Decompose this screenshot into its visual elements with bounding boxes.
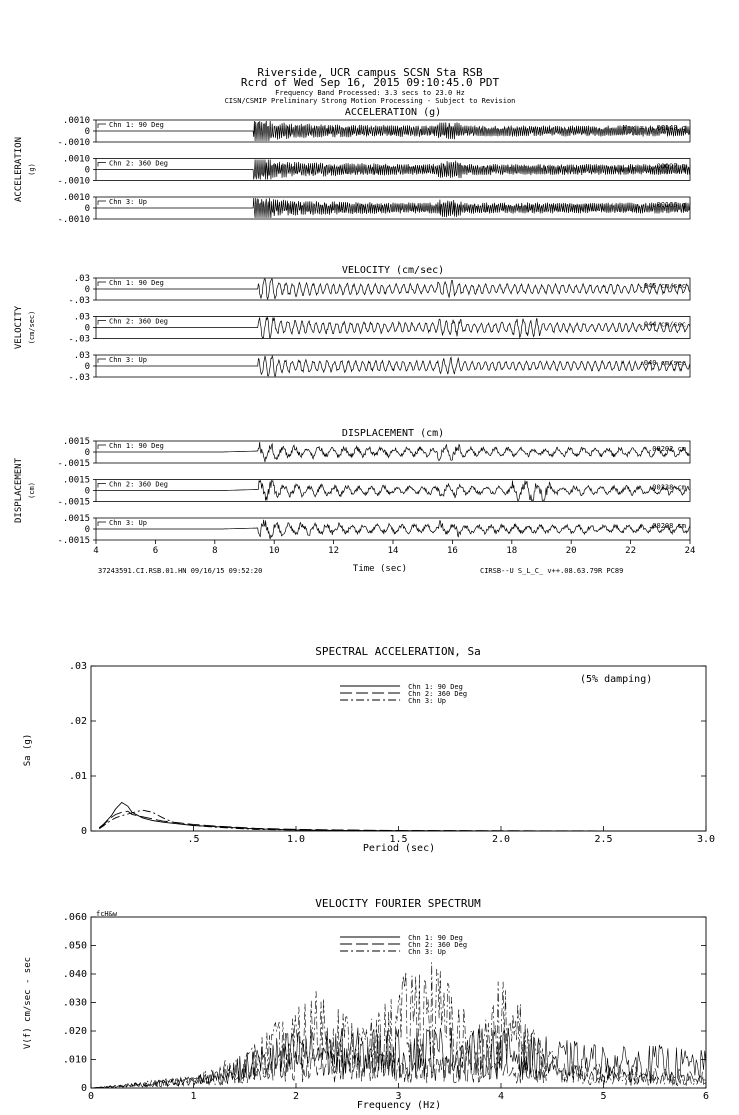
time-x-tick-label: 24 [684,546,696,556]
channel-label: Chn 2: 360 Deg [109,480,169,489]
plot-frame [91,666,706,831]
x-tick-label: 2.5 [594,834,613,845]
x-tick-label: 4 [497,1091,505,1102]
legend-entry: Chn 2: 360 Deg [408,941,468,949]
time-x-tick-label: 10 [268,546,280,556]
peak-value-label: .00202 cm [648,445,686,453]
disp-side-label: DISPLACEMENT [14,457,24,524]
acc-waveform-2 [96,160,690,180]
channel-bracket [98,445,106,449]
channel-bracket [98,359,106,363]
y-tick-label-bottom: -.0015 [57,497,90,508]
header-line4: CISN/CSMIP Preliminary Strong Motion Processing - Subject to Revision [224,97,516,105]
acc-side-label: ACCELERATION [14,136,24,203]
time-x-tick-label: 18 [506,546,518,556]
peak-value-label: .00166 g [652,201,686,209]
channel-label: Chn 2: 360 Deg [109,317,169,326]
processing-version-footer: CIRSB--U S_L_C_ v++.08.63.79R PC89 [480,567,624,575]
y-tick-label-bottom: -.03 [68,334,90,345]
peak-value-label: Max = -.00148 g [622,124,686,132]
y-tick-label-bottom: -.03 [68,296,90,306]
channel-label: Chn 2: 360 Deg [109,159,169,168]
time-x-tick-label: 8 [212,546,218,556]
header-line2: Rcrd of Wed Sep 16, 2015 09:10:45.0 PDT [240,76,500,89]
sa-damping-note: (5% damping) [580,674,653,685]
x-tick-label: 0 [87,1091,95,1102]
series-line-3 [99,810,706,831]
sa-y-axis-label: Sa (g) [23,733,33,767]
y-tick-label-top: .0010 [62,116,90,126]
peak-value-label: .00208 cm [648,522,686,530]
x-tick-label: 2 [292,1091,300,1102]
channel-bracket [98,282,106,286]
fourier-corner-label: fcH&w [96,910,118,918]
x-tick-label: 3 [395,1091,402,1102]
time-x-tick-label: 4 [93,546,99,556]
y-tick-label-top: .0010 [62,154,90,165]
y-tick-label-zero: 0 [84,165,90,176]
legend-entry: Chn 1: 90 Deg [408,683,463,691]
header-line3: Frequency Band Processed: 3.3 secs to 23.0 Hz [275,89,465,97]
channel-bracket [98,522,106,526]
x-tick-label: 1.5 [389,834,408,845]
channel-bracket [98,201,106,205]
acc-unit-label: (g) [28,163,36,176]
x-tick-label: 1 [190,1091,197,1102]
x-tick-label: 2.0 [491,834,511,845]
plot-frame [91,917,706,1088]
time-axis-label: Time (sec) [352,564,408,574]
peak-value-label: .044 cm/sec [639,320,686,329]
y-tick-label-bottom: -.03 [68,373,90,383]
y-tick-label-top: .0015 [62,437,90,447]
y-tick-label: 0 [80,1083,87,1094]
series-line-1 [99,802,706,831]
legend-entry: Chn 1: 90 Deg [408,934,463,942]
y-tick-label-top: .03 [73,351,90,361]
disp-waveform-3 [96,520,690,539]
time-x-tick-label: 20 [565,546,577,556]
disp-title: DISPLACEMENT (cm) [341,428,445,439]
vel-waveform-1 [96,279,690,299]
fourier-y-axis-label: V(f) cm/sec - sec [23,956,33,1050]
channel-bracket [98,124,106,128]
channel-label: Chn 1: 90 Deg [109,442,164,450]
time-x-tick-label: 14 [387,546,399,556]
channel-bracket [98,163,106,167]
y-tick-label: .040 [62,969,87,980]
sa-title: SPECTRAL ACCELERATION, Sa [315,645,481,658]
y-tick-label: .03 [68,661,87,672]
y-tick-label-bottom: -.0010 [57,215,90,225]
time-x-tick-label: 22 [625,546,637,556]
y-tick-label-top: .0010 [62,193,90,203]
y-tick-label-top: .0015 [62,475,90,486]
legend-entry: Chn 3: Up [408,948,447,956]
time-x-tick-label: 12 [328,546,340,556]
y-tick-label: 0 [80,826,87,837]
x-tick-label: 6 [702,1091,710,1102]
y-tick-label: .050 [62,940,87,952]
y-tick-label-zero: 0 [84,127,90,137]
vel-unit-label: (cm/sec) [28,310,36,345]
vel-title: VELOCITY (cm/sec) [341,265,445,276]
acc-waveform-1 [96,121,690,141]
y-tick-label: .01 [68,771,87,782]
y-tick-label-zero: 0 [84,525,90,535]
y-tick-label: .020 [62,1026,87,1037]
peak-value-label: .00238 cm [648,483,686,492]
channel-bracket [98,484,106,488]
series-line-2 [99,811,706,831]
vel-waveform-3 [96,356,690,376]
fourier-plot [63,912,709,1102]
vel-side-label: VELOCITY [14,305,24,350]
channel-label: Chn 3: Up [109,198,147,206]
y-tick-label-zero: 0 [84,285,90,295]
x-tick-label: 3.0 [696,834,716,845]
peak-value-label: .040 cm/sec [639,359,686,367]
y-tick-label-bottom: -.0010 [57,176,90,187]
y-tick-label-zero: 0 [84,448,90,458]
x-tick-label: .5 [187,834,200,845]
channel-bracket [98,321,106,325]
acc-waveform-3 [96,198,690,218]
sa-x-axis-label: Period (sec) [362,843,436,854]
disp-waveform-2 [96,481,690,501]
y-tick-label: .030 [62,997,87,1009]
y-tick-label-bottom: -.0015 [57,459,90,469]
sa-plot [69,661,715,845]
y-tick-label-top: .03 [73,274,90,284]
y-tick-label-bottom: -.0010 [57,138,90,148]
y-tick-label-zero: 0 [84,362,90,372]
channel-label: Chn 1: 90 Deg [109,121,164,129]
header-line1: Riverside, UCR campus SCSN Sta RSB [257,66,483,79]
x-tick-label: 5 [600,1091,607,1102]
y-tick-label-zero: 0 [84,204,90,214]
x-tick-label: 1.0 [286,834,306,845]
y-tick-label: .02 [68,716,87,727]
y-tick-label: .010 [62,1054,87,1066]
fourier-title: VELOCITY FOURIER SPECTRUM [315,897,481,910]
time-x-tick-label: 6 [152,546,159,556]
y-tick-label-zero: 0 [84,486,90,497]
y-tick-label: .060 [62,912,87,923]
time-series-panels [14,107,695,556]
fourier-x-axis-label: Frequency (Hz) [356,1100,442,1111]
disp-unit-label: (cm) [28,482,36,499]
channel-label: Chn 3: Up [109,519,147,527]
y-tick-label-zero: 0 [84,323,90,334]
legend-entry: Chn 2: 360 Deg [408,690,468,698]
acc-title: ACCELERATION (g) [344,107,442,118]
legend-entry: Chn 3: Up [408,697,447,705]
peak-value-label: -.00097 g [648,162,686,171]
channel-label: Chn 3: Up [109,356,147,364]
series-line-2 [91,1049,706,1088]
time-x-tick-label: 16 [446,546,458,556]
series-line-3 [91,962,706,1088]
record-id-footer: 37243591.CI.RSB.01.HN 09/16/15 09:52:20 [98,567,263,575]
peak-value-label: .045 cm/sec [639,282,686,290]
y-tick-label-top: .0015 [62,514,90,524]
disp-waveform-1 [96,442,690,462]
y-tick-label-bottom: -.0015 [57,536,90,546]
channel-label: Chn 1: 90 Deg [109,279,164,287]
y-tick-label-top: .03 [73,312,90,323]
vel-waveform-2 [96,318,690,338]
